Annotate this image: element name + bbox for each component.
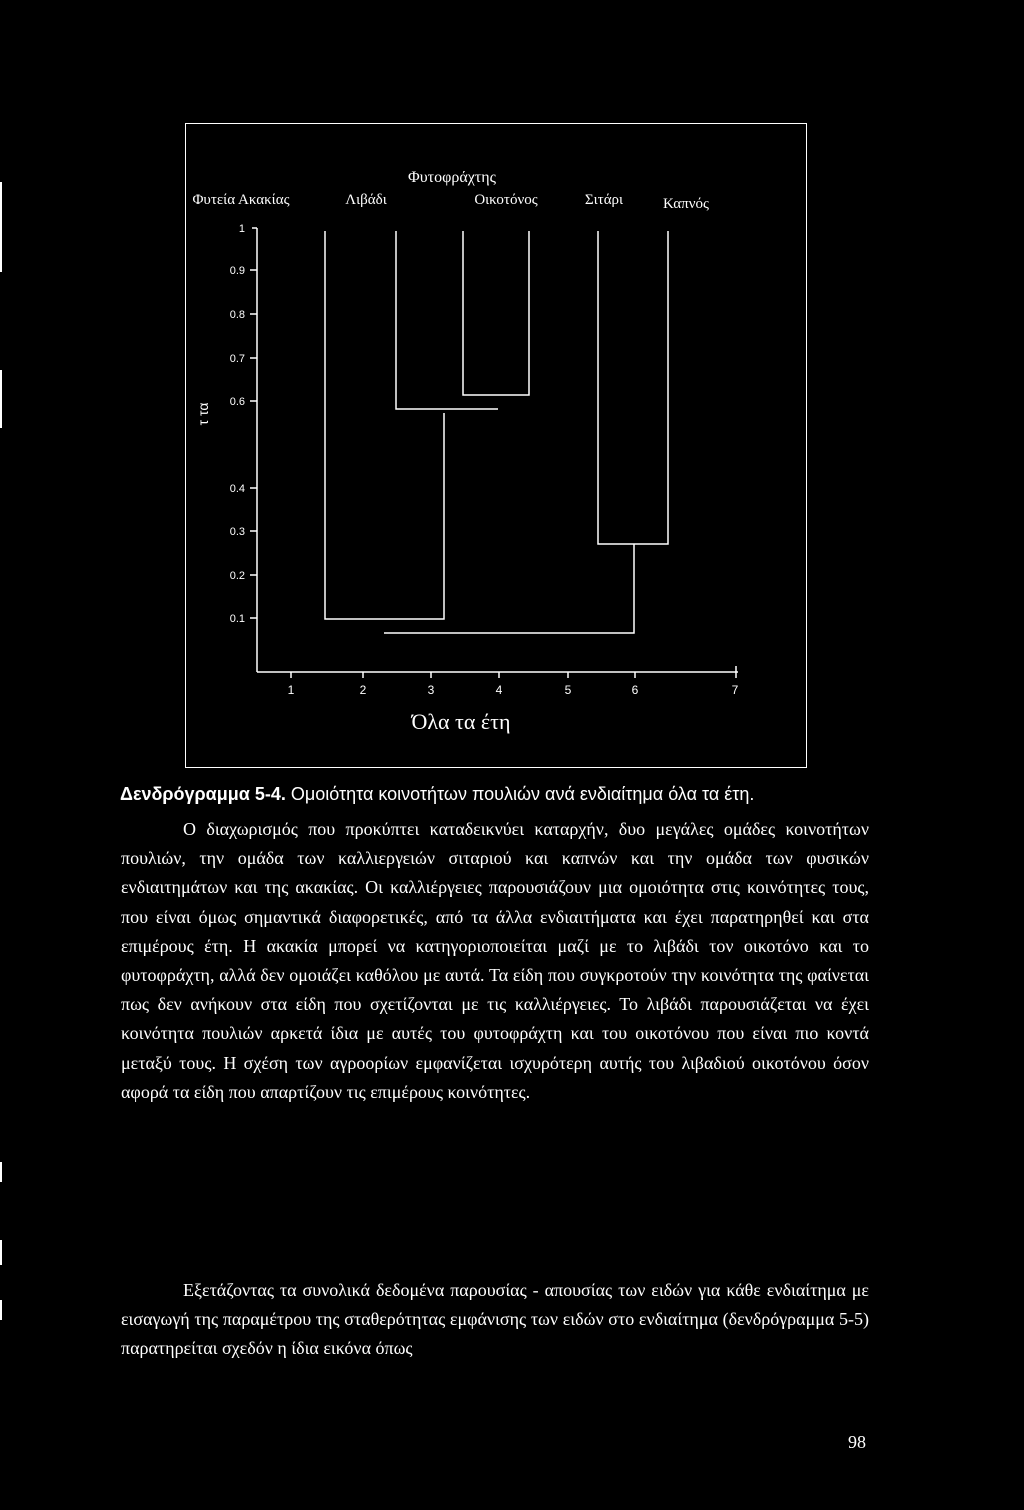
y-tick: 0.2 (229, 570, 245, 582)
x-axis (257, 666, 738, 678)
page-number: 98 (848, 1432, 866, 1452)
figure-subtitle: Όλα τα έτη (411, 709, 511, 734)
y-tick: 0.7 (229, 353, 245, 365)
page-edge-mark (0, 1240, 2, 1265)
x-tick: 7 (731, 683, 739, 697)
branch-ecotone-wheat (463, 231, 529, 395)
leaf-label-acacia: Φυτεία Ακακίας (192, 192, 290, 208)
header-label: Φυτοφράχτης (408, 169, 496, 186)
dendrogram-chart (186, 124, 808, 769)
page-edge-mark (0, 370, 2, 428)
x-tick: 1 (287, 683, 295, 697)
branch-meadow (396, 231, 498, 409)
caption-text: Ομοιότητα κοινοτήτων πουλιών ανά ενδιαίτημα όλα τα έτη. (285, 784, 755, 804)
leaf-label-meadow: Λιβάδι (345, 192, 387, 208)
y-tick: 0.1 (229, 613, 245, 625)
y-axis (250, 228, 257, 672)
y-tick: 0.3 (229, 526, 245, 538)
leaf-label-ecotone: Οικοτόνος (474, 192, 538, 208)
dendrogram-figure (185, 123, 807, 768)
y-tick: 1 (238, 223, 245, 235)
body-paragraph: Ο διαχωρισμός που προκύπτει καταδεικνύει καταρχήν, δυο μεγάλες ομάδες κοινοτήτων πουλιών, την ομάδα των καλλιεργειών σιταριού και καπνών και την ομάδα των φυσικών ενδιαιτημάτων και της ακακίας. Οι καλλιέργειες παρουσιάζουν μια ομοιότητα στις κοινότητες τους, που είναι όμως σημαντικά διαφορετικές, από τα άλλα ενδιαιτήματα και έχει παρατηρηθεί και στα επιμέρους έτη. Η ακακία μπορεί να κατηγοριοποιείται μαζί με το λιβάδι τον οικοτόνο και το φυτοφράχτη, αλλά δεν ομοιάζει καθόλου με αυτά. Τα είδη που συγκροτούν την κοινότητα της φαίνεται πως δεν ανήκουν στα είδη που σχετίζονται με τις καλλιέργειες. Το λιβάδι παρουσιάζεται να έχει κοινότητα πουλιών αρκετά ίδια με αυτές του φυτοφράχτη και του οικοτόνου που είναι πιο κοντά μεταξύ τους. Η σχέση των αγροορίων εμφανίζεται ισχυρότερη αυτής του λιβαδιού οικοτόνου όσον αφορά τα είδη που απαρτίζουν τις επιμέρους κοινότητες. (121, 819, 869, 1102)
page-edge-mark (0, 1162, 2, 1182)
y-tick: 0.8 (229, 309, 245, 321)
x-tick: 5 (564, 683, 572, 697)
body-paragraph: Εξετάζοντας τα συνολικά δεδομένα παρουσίας - απουσίας των ειδών για κάθε ενδιαίτημα με εισαγωγή της παραμέτρου της σταθερότητας εμφάνισης των ειδών στο ενδιαίτημα (δενδρόγραμμα 5-5) παρατηρείται σχεδόν η ίδια εικόνα όπως (121, 1280, 869, 1359)
branch-acacia (325, 231, 444, 619)
caption-label: Δενδρόγραμμα 5-4. (120, 784, 286, 804)
branch-tobacco (598, 231, 668, 544)
leaf-label-tobacco: Καπνός (663, 196, 709, 212)
y-tick: 0.4 (229, 483, 245, 495)
y-tick: 0.9 (229, 265, 245, 277)
page-edge-mark (0, 1300, 2, 1320)
figure-caption (120, 784, 754, 805)
page-edge-mark (0, 182, 2, 272)
x-tick: 3 (427, 683, 435, 697)
leaf-label-wheat: Σιτάρι (584, 192, 624, 208)
dendrogram-branches (325, 231, 668, 633)
y-axis-label: τ τα (195, 402, 211, 426)
y-tick: 0.6 (229, 396, 245, 408)
x-tick: 6 (631, 683, 639, 697)
x-tick: 4 (495, 683, 503, 697)
x-tick: 2 (359, 683, 367, 697)
